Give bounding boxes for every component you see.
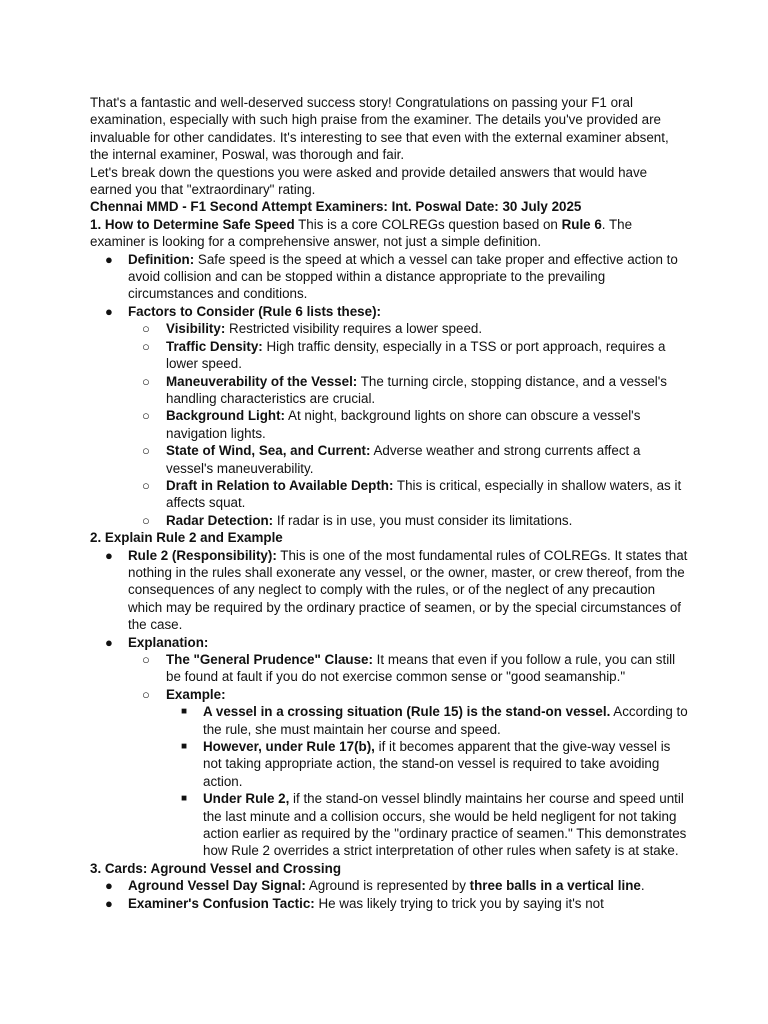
item-text: He was likely trying to trick you by saying it's not — [314, 895, 604, 911]
bullet-square-icon: ■ — [181, 793, 188, 805]
q2-explanation-list — [90, 651, 690, 703]
list-item — [90, 547, 690, 634]
list-item — [90, 512, 690, 529]
q3-paragraph — [90, 860, 690, 877]
intro-paragraph: That's a fantastic and well-deserved success story! Congratulations on passing your F1 oral examination, especially with such high praise from the examiner. The details you've provided are invaluable for other candidates. It's interesting to see that even with the external examiner absent, the internal examiner, Poswal, was thorough and fair. — [90, 95, 669, 163]
list-item — [90, 477, 690, 512]
bullet-circle-icon: ○ — [142, 686, 150, 702]
exam-header-text: Chennai MMD - F1 Second Attempt Examiners: Int. Poswal Date: 30 July 2025 — [90, 199, 582, 215]
item-text: If radar is in use, you must consider its limitations. — [273, 512, 573, 528]
q1-lead-text-end: . The examiner is looking for a comprehensive answer, not just a simple definition. — [90, 216, 633, 250]
item-text: if it becomes apparent that the give-way vessel is not taking appropriate action, the stand-on vessel is required to take avoiding action. — [203, 739, 671, 789]
bullet-square-icon: ■ — [181, 706, 188, 718]
item-label: A vessel in a crossing situation (Rule 15) is the stand-on vessel. — [203, 704, 611, 720]
bullet-circle-icon: ○ — [142, 443, 150, 459]
item-text: According to the rule, she must maintain her course and speed. — [203, 704, 688, 737]
bullet-circle-icon: ○ — [142, 373, 150, 389]
list-item — [90, 877, 690, 894]
item-label: Draft in Relation to Available Depth: — [166, 477, 394, 493]
item-text: Restricted visibility requires a lower speed. — [225, 321, 483, 337]
item-text: Adverse weather and strong currents affect a vessel's maneuverability. — [166, 443, 641, 476]
bullet-dot-icon: ● — [105, 895, 113, 911]
item-label: Aground Vessel Day Signal: — [128, 878, 306, 894]
q1-list — [90, 251, 690, 321]
item-label: Factors to Consider (Rule 6 lists these): — [128, 303, 381, 319]
item-text: This is one of the most fundamental rules of COLREGs. It states that nothing in the rules shall exonerate any vessel, or the owner, master, or crew thereof, from the consequences of any neglect to comply with the rules, or of the neglect of any precaution which may be required by the ordinary practice of seamen, or by the special circumstances of the case. — [128, 547, 688, 633]
bullet-circle-icon: ○ — [142, 408, 150, 424]
q1-paragraph — [90, 216, 690, 251]
item-text: Aground is represented by — [305, 878, 470, 894]
item-label: The "General Prudence" Clause: — [166, 652, 373, 667]
item-emphasis: three balls in a vertical line — [469, 878, 641, 894]
bullet-circle-icon: ○ — [142, 512, 150, 528]
q2-list — [90, 547, 690, 651]
q1-rule-ref: Rule 6 — [561, 216, 602, 232]
item-label: Definition: — [128, 251, 195, 267]
q2-example-list — [90, 703, 690, 860]
list-item — [90, 634, 690, 651]
q1-heading: 1. How to Determine Safe Speed — [90, 216, 295, 232]
list-item — [90, 790, 690, 860]
item-label: Under Rule 2, — [203, 791, 290, 807]
exam-header-line — [90, 198, 690, 215]
list-item — [90, 251, 690, 303]
item-label: Visibility: — [166, 321, 226, 337]
item-label: Radar Detection: — [166, 512, 274, 528]
bullet-circle-icon: ○ — [142, 338, 150, 354]
list-item — [90, 303, 690, 320]
q1-factors-list — [90, 320, 690, 529]
list-item — [90, 651, 690, 686]
list-item — [90, 703, 690, 738]
list-item — [90, 338, 690, 373]
intro-paragraph-2: Let's break down the questions you were asked and provide detailed answers that would have earned you that "extraordinary" rating. — [90, 164, 648, 198]
list-item — [90, 895, 690, 912]
list-item — [90, 407, 690, 442]
item-label: However, under Rule 17(b), — [203, 739, 375, 755]
item-label: Background Light: — [166, 408, 286, 424]
q2-paragraph — [90, 529, 690, 546]
item-text-end: . — [640, 878, 645, 894]
list-item — [90, 320, 690, 337]
item-text: Safe speed is the speed at which a vessel can take proper and effective action to avoid collision and can be stopped within a distance appropriate to the prevailing circumstances and conditions. — [128, 251, 678, 302]
item-label: Rule 2 (Responsibility): — [128, 547, 277, 563]
item-label: Examiner's Confusion Tactic: — [128, 895, 315, 911]
item-label: Maneuverability of the Vessel: — [166, 373, 358, 389]
document-body — [90, 94, 690, 912]
item-label: State of Wind, Sea, and Current: — [166, 443, 371, 459]
list-item — [90, 686, 690, 703]
bullet-dot-icon: ● — [105, 634, 113, 650]
list-item — [90, 442, 690, 477]
item-label: Traffic Density: — [166, 338, 263, 354]
bullet-dot-icon: ● — [105, 303, 113, 319]
item-text: The turning circle, stopping distance, and a vessel's handling characteristics are crucial. — [166, 373, 667, 406]
q1-lead-text: This is a core COLREGs question based on — [294, 216, 562, 232]
item-text: It means that even if you follow a rule, you can still be found at fault if you do not exercise common sense or "good seamanship." — [166, 652, 676, 685]
bullet-circle-icon: ○ — [142, 477, 150, 493]
bullet-dot-icon: ● — [105, 878, 113, 894]
item-text: This is critical, especially in shallow waters, as it affects squat. — [166, 477, 682, 511]
q3-list — [90, 877, 690, 912]
list-item — [90, 738, 690, 790]
bullet-circle-icon: ○ — [142, 652, 150, 667]
q3-heading: 3. Cards: Aground Vessel and Crossing — [90, 860, 342, 876]
bullet-dot-icon: ● — [105, 251, 113, 267]
item-label: Explanation: — [128, 634, 209, 650]
bullet-circle-icon: ○ — [142, 321, 150, 337]
item-text: At night, background lights on shore can obscure a vessel's navigation lights. — [166, 408, 641, 441]
item-text: if the stand-on vessel blindly maintains her course and speed until the last minute and a collision occurs, she would be held negligent for not taking action earlier as required by the "ordinary practice of seamen." This demonstrates how Rule 2 overrides a strict interpretation of other rules when safety is at stake. — [203, 791, 687, 859]
item-label: Example: — [166, 686, 226, 702]
list-item — [90, 373, 690, 408]
q2-heading: 2. Explain Rule 2 and Example — [90, 530, 283, 546]
bullet-dot-icon: ● — [105, 547, 113, 563]
bullet-square-icon: ■ — [181, 741, 188, 753]
item-text: High traffic density, especially in a TSS or port approach, requires a lower speed. — [166, 338, 666, 372]
